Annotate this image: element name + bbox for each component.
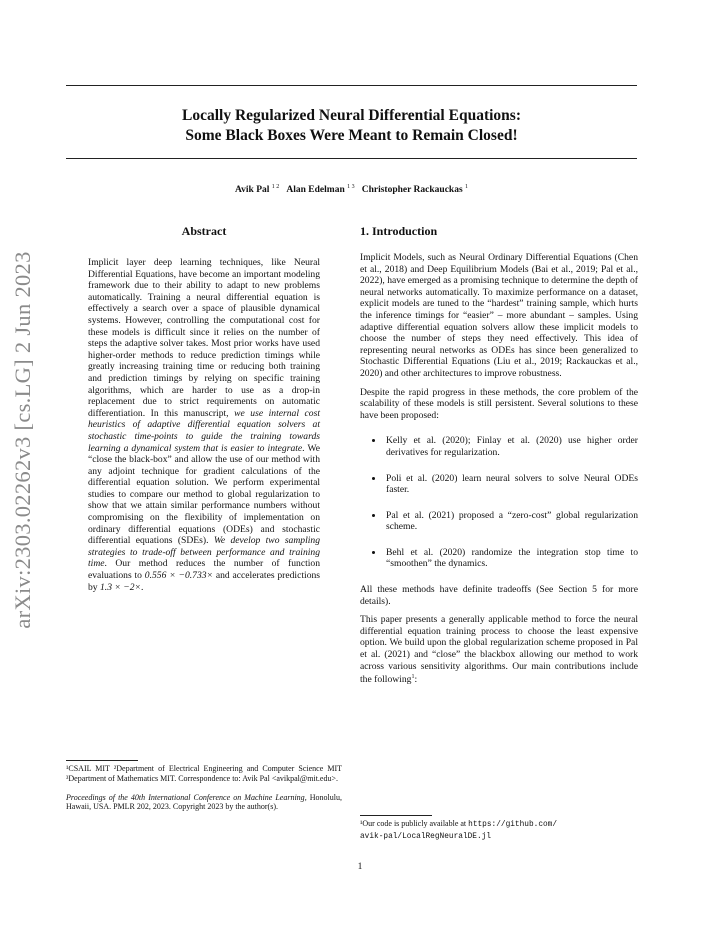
arxiv-sidebar bbox=[8, 251, 38, 629]
footnote-rule bbox=[360, 815, 432, 816]
code-footnote bbox=[360, 819, 638, 843]
approaches-list bbox=[360, 435, 638, 570]
intro-paragraph: All these methods have definite tradeoffs (See Section 5 for more details). bbox=[360, 584, 638, 607]
author-name: Alan Edelman bbox=[286, 185, 345, 196]
intro-paragraph: Despite the rapid progress in these methods, the core problem of the scalability of these models is still persistent. Several solutions to these have been proposed: bbox=[360, 386, 638, 421]
author-affiliation: 1 bbox=[465, 184, 469, 190]
title-line-2: Some Black Boxes Were Meant to Remain Closed! bbox=[185, 127, 518, 144]
affiliation-footnote: ¹CSAIL MIT ²Department of Electrical Engineering and Computer Science MIT ³Department of Mathematics MIT. Correspondence to: Avik Pal <avikpal@mit.edu>. bbox=[66, 764, 342, 783]
abstract-text: . bbox=[141, 581, 144, 593]
list-item: • Behl et al. (2020) randomize the integration stop time to “smoothen” the dynamics. bbox=[384, 547, 638, 570]
title-top-rule bbox=[66, 85, 637, 86]
title-bottom-rule bbox=[66, 158, 637, 159]
footnote-rule bbox=[66, 760, 138, 761]
arxiv-identifier: arXiv:2303.02262v3 [cs.LG] 2 Jun 2023 bbox=[10, 251, 35, 629]
proceedings-note bbox=[66, 793, 342, 813]
paper-title bbox=[66, 106, 637, 146]
introduction-heading: 1. Introduction bbox=[360, 224, 438, 238]
author-name: Avik Pal bbox=[234, 185, 270, 196]
list-item: • Poli et al. (2020) learn neural solvers to solve Neural ODEs faster. bbox=[384, 473, 638, 496]
intro-paragraph: Implicit Models, such as Neural Ordinary Differential Equations (Chen et al., 2018) and Deep Equilibrium Models (Bai et al., 2019; Pal et al., 2022), have emerged as a promising technique to determine the depth of neural networks automatically. To maximize performance on a dataset, explicit models are tuned to the “hardest” training sample, which hurts the inference timings for “easier” – more abundant – samples. Using adaptive differential equation solvers allow these implicit models to choose the number of steps they need effectively. This idea of representing neural networks as ODEs has since been generalized to Stochastic Differential Equations (Liu et al., 2019; Rackauckas et al., 2020) and other architectures to improve robustness. bbox=[360, 252, 638, 379]
abstract-math: 1.3 × −2× bbox=[100, 581, 142, 593]
abstract-heading: Abstract bbox=[181, 224, 227, 238]
left-footnotes bbox=[66, 760, 342, 812]
author-name: Christopher Rackauckas bbox=[361, 185, 463, 196]
author-affiliation: 1 2 bbox=[271, 184, 280, 190]
footnote-marker: 1 bbox=[411, 674, 415, 681]
abstract-text: . Our method reduces the number of function evaluations to bbox=[88, 558, 320, 582]
footnote-text: ¹Our code is publicly available at bbox=[360, 819, 469, 828]
right-footnote bbox=[360, 815, 638, 843]
author-affiliation: 1 3 bbox=[347, 184, 355, 190]
abstract-text: and accelerates predictions by bbox=[88, 570, 321, 593]
introduction-body bbox=[360, 252, 638, 693]
page-number: 1 bbox=[357, 862, 363, 872]
abstract-text: . We “close the black-box” and allow the use of our method with any adjoint technique for gradient calculations of the differential equation solution. We perform experimental studies to compare our method to global regularization to show that we attain similar performance numbers without compromising on the flexibility of implementation on ordinary differential equations (ODEs) and stochastic differential equations (SDEs). bbox=[88, 442, 320, 547]
abstract-math: 0.556 × −0.733× bbox=[144, 570, 214, 582]
author-list bbox=[66, 184, 637, 195]
abstract-emphasis: We develop two sampling strategies to trade-off between performance and training time bbox=[88, 535, 320, 570]
list-item: • Pal et al. (2021) proposed a “zero-cost” global regularization scheme. bbox=[384, 510, 638, 533]
abstract-body bbox=[88, 257, 320, 593]
proceedings-details: , Honolulu, Hawaii, USA. PMLR 202, 2023. Copyright 2023 by the author(s). bbox=[66, 792, 342, 812]
abstract-emphasis: we use internal cost heuristics of adaptive differential equation solvers at stochastic time-points to guide the training towards learning a dynamical system that is easier to integrate bbox=[88, 407, 320, 454]
intro-text: : bbox=[414, 674, 418, 686]
list-item: • Kelly et al. (2020); Finlay et al. (2020) use higher order derivatives for regularization. bbox=[384, 435, 638, 458]
code-url-link[interactable]: avik-pal/LocalRegNeuralDE.jl bbox=[360, 832, 492, 841]
abstract-text: Implicit layer deep learning techniques, like Neural Differential Equations, have become an important modeling framework due to their ability to adapt to new problems automatically. Training a neural differential equation is effectively a search over a space of plausible dynamical systems. However, controlling the computational cost for these models is difficult since it relies on the number of steps the adaptive solver takes. Most prior works have used higher-order methods to reduce prediction timings while greatly increasing training time or reducing both training and prediction timings by relying on specific training algorithms, which are harder to use as a drop-in replacement due to strict requirements on automatic differentiation. In this manuscript, bbox=[88, 257, 320, 419]
intro-text: This paper presents a generally applicable method to force the neural differential equation training process to choose the least expensive option. We build upon the global regularization scheme proposed in Pal et al. (2021) and “close” the blackbox allowing our method to work across various sensitivity algorithms. Our main contributions include the following bbox=[360, 614, 638, 686]
proceedings-venue: Proceedings of the 40th International Conference on Machine Learning bbox=[66, 792, 305, 802]
title-line-1: Locally Regularized Neural Differential Equations: bbox=[182, 107, 521, 124]
code-url-link[interactable]: https://github.com/ bbox=[468, 821, 558, 829]
intro-paragraph bbox=[360, 614, 638, 686]
